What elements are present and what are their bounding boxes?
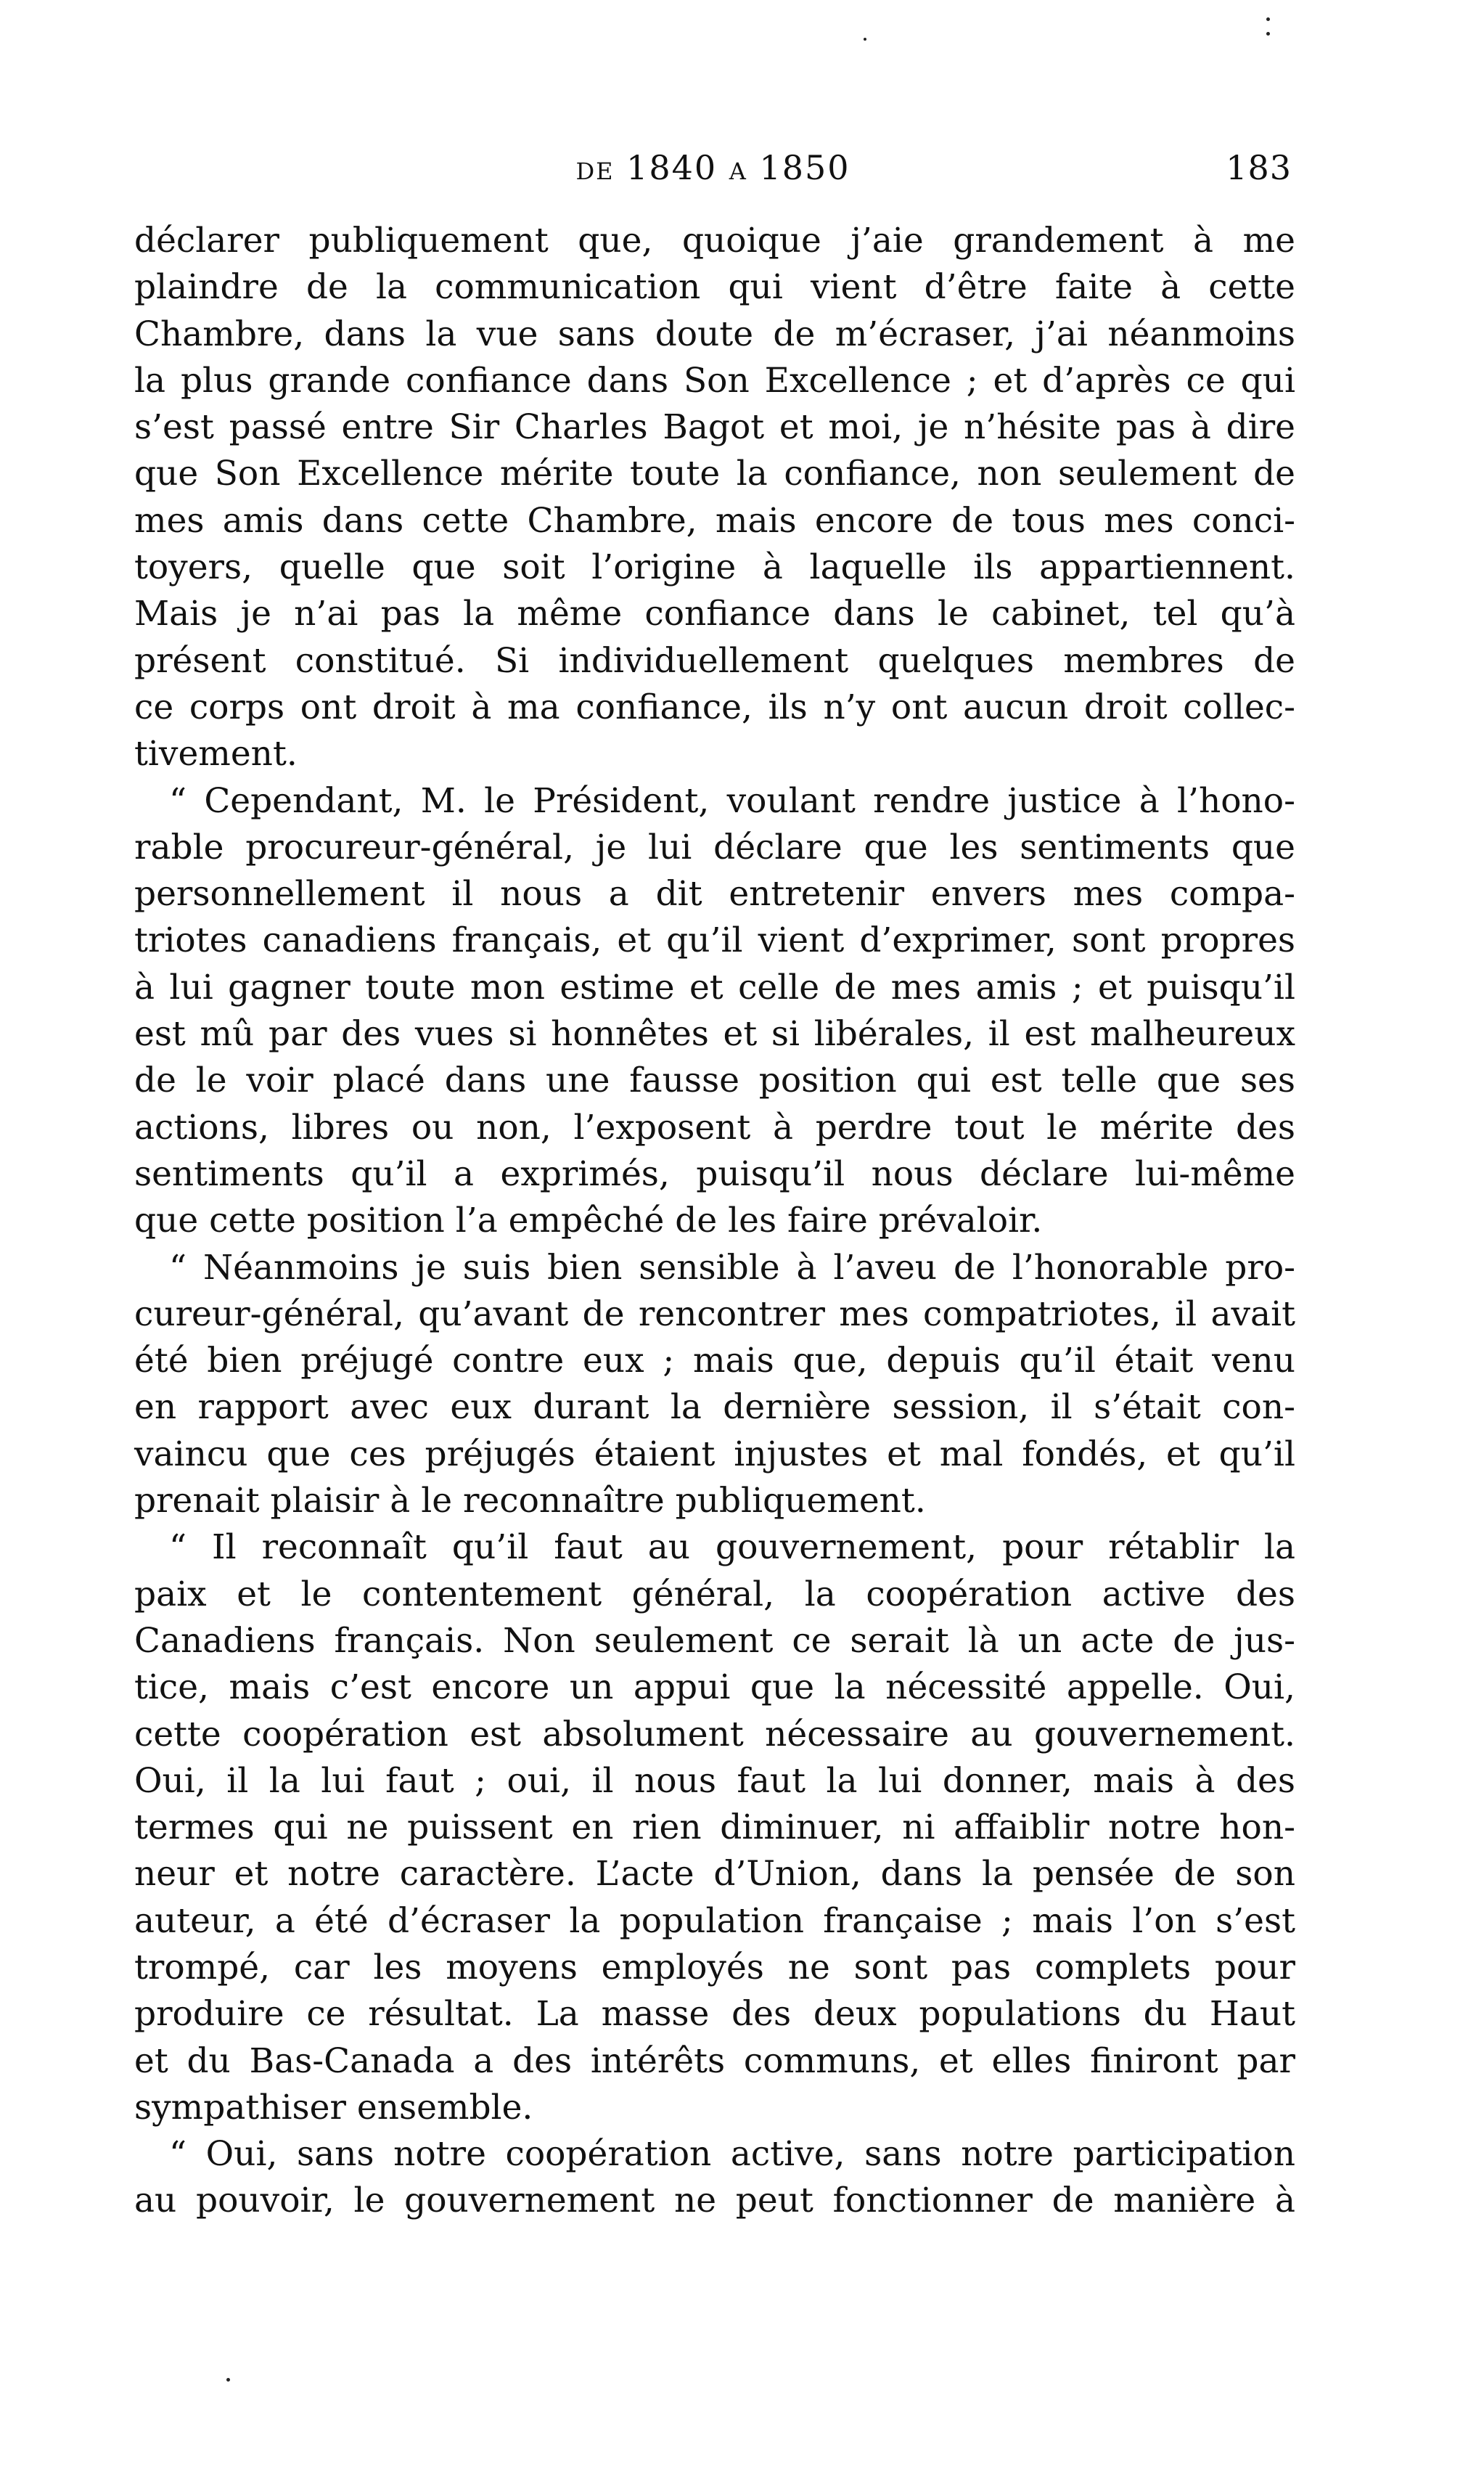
ink-speck-top-center xyxy=(864,38,866,41)
text-line: neur et notre caractère. L’acte d’Union, dans la pensée de son xyxy=(134,1854,1295,1895)
text-line: auteur, a été d’écraser la population française ; mais l’on s’est xyxy=(134,1900,1295,1941)
text-line: personnellement il nous a dit entretenir envers mes compa- xyxy=(134,874,1295,915)
text-line: présent constitué. Si individuellement quelques membres de xyxy=(134,640,1295,681)
text-line: Canadiens français. Non seulement ce serait là un acte de jus- xyxy=(134,1620,1295,1661)
paragraph-3 xyxy=(134,1245,1295,1525)
ink-speck-bottom-left xyxy=(226,2378,230,2382)
text-line: Mais je n’ai pas la même confiance dans le cabinet, tel qu’à xyxy=(134,594,1295,634)
text-line: que cette position l’a empêché de les faire prévaloir. xyxy=(134,1201,1043,1241)
text-line: mes amis dans cette Chambre, mais encore de tous mes conci- xyxy=(134,500,1295,541)
text-line: et du Bas-Canada a des intérêts communs, et elles finiront par xyxy=(134,2040,1295,2081)
text-line: Chambre, dans la vue sans doute de m’écraser, j’ai néanmoins xyxy=(134,314,1295,354)
text-line: en rapport avec eux durant la dernière session, il s’était con- xyxy=(134,1387,1295,1428)
text-line: sympathiser ensemble. xyxy=(134,2087,533,2128)
text-line: que Son Excellence mérite toute la confiance, non seulement de xyxy=(134,454,1295,494)
text-line: tice, mais c’est encore un appui que la nécessité appelle. Oui, xyxy=(134,1667,1295,1708)
text-line: “ Cependant, M. le Président, voulant rendre justice à l’hono- xyxy=(169,780,1295,821)
text-line: s’est passé entre Sir Charles Bagot et moi, je n’hésite pas à dire xyxy=(134,407,1295,448)
text-line: cette coopération est absolument nécessaire au gouvernement. xyxy=(134,1714,1295,1754)
paragraph-5 xyxy=(134,2131,1295,2225)
text-line: produire ce résultat. La masse des deux populations du Haut xyxy=(134,1994,1295,2035)
paragraph-1 xyxy=(134,218,1295,778)
ink-speck-top-right-2 xyxy=(1266,32,1270,36)
text-line: est mû par des vues si honnêtes et si libérales, il est malheureux xyxy=(134,1014,1295,1055)
text-line: à lui gagner toute mon estime et celle de mes amis ; et puisqu’il xyxy=(134,967,1295,1008)
text-line: toyers, quelle que soit l’origine à laquelle ils appartiennent. xyxy=(134,547,1295,588)
text-line: cureur-général, qu’avant de rencontrer mes compatriotes, il avait xyxy=(134,1293,1295,1334)
text-line: au pouvoir, le gouvernement ne peut fonctionner de manière à xyxy=(134,2181,1295,2221)
text-line: “ Il reconnaît qu’il faut au gouvernement, pour rétablir la xyxy=(169,1527,1295,1568)
text-line: plaindre de la communication qui vient d’être faite à cette xyxy=(134,267,1295,308)
text-line: la plus grande confiance dans Son Excellence ; et d’après ce qui xyxy=(134,360,1295,401)
page-header xyxy=(134,142,1292,193)
text-line: Oui, il la lui faut ; oui, il nous faut la lui donner, mais à des xyxy=(134,1760,1295,1801)
text-line: rable procureur-général, je lui déclare que les sentiments que xyxy=(134,827,1295,867)
text-line: “ Néanmoins je suis bien sensible à l’aveu de l’honorable pro- xyxy=(169,1247,1295,1288)
text-line: “ Oui, sans notre coopération active, sans notre participation xyxy=(169,2134,1295,2175)
text-line: vaincu que ces préjugés étaient injustes et mal fondés, et qu’il xyxy=(134,1434,1295,1474)
text-line: triotes canadiens français, et qu’il vient d’exprimer, sont propres xyxy=(134,920,1295,961)
text-line: actions, libres ou non, l’exposent à perdre tout le mérite des xyxy=(134,1107,1295,1148)
text-line: été bien préjugé contre eux ; mais que, depuis qu’il était venu xyxy=(134,1341,1295,1381)
paragraph-2 xyxy=(134,778,1295,1245)
text-line: tivement. xyxy=(134,734,298,775)
text-line: de le voir placé dans une fausse position qui est telle que ses xyxy=(134,1060,1295,1101)
body-text xyxy=(134,218,1295,2225)
text-line: sentiments qu’il a exprimés, puisqu’il nous déclare lui-même xyxy=(134,1153,1295,1194)
text-line: termes qui ne puissent en rien diminuer, ni affaiblir notre hon- xyxy=(134,1807,1295,1848)
text-line: déclarer publiquement que, quoique j’aie grandement à me xyxy=(134,221,1295,261)
page-number: 183 xyxy=(1226,148,1292,187)
paragraph-4 xyxy=(134,1524,1295,2131)
ink-speck-top-right-1 xyxy=(1266,17,1270,21)
text-line: trompé, car les moyens employés ne sont pas complets pour xyxy=(134,1947,1295,1987)
text-line: ce corps ont droit à ma confiance, ils n’y ont aucun droit collec- xyxy=(134,687,1295,727)
running-head: de 1840 a 1850 xyxy=(575,148,850,187)
text-line: prenait plaisir à le reconnaître publiquement. xyxy=(134,1481,926,1521)
text-line: paix et le contentement général, la coopération active des xyxy=(134,1574,1295,1614)
